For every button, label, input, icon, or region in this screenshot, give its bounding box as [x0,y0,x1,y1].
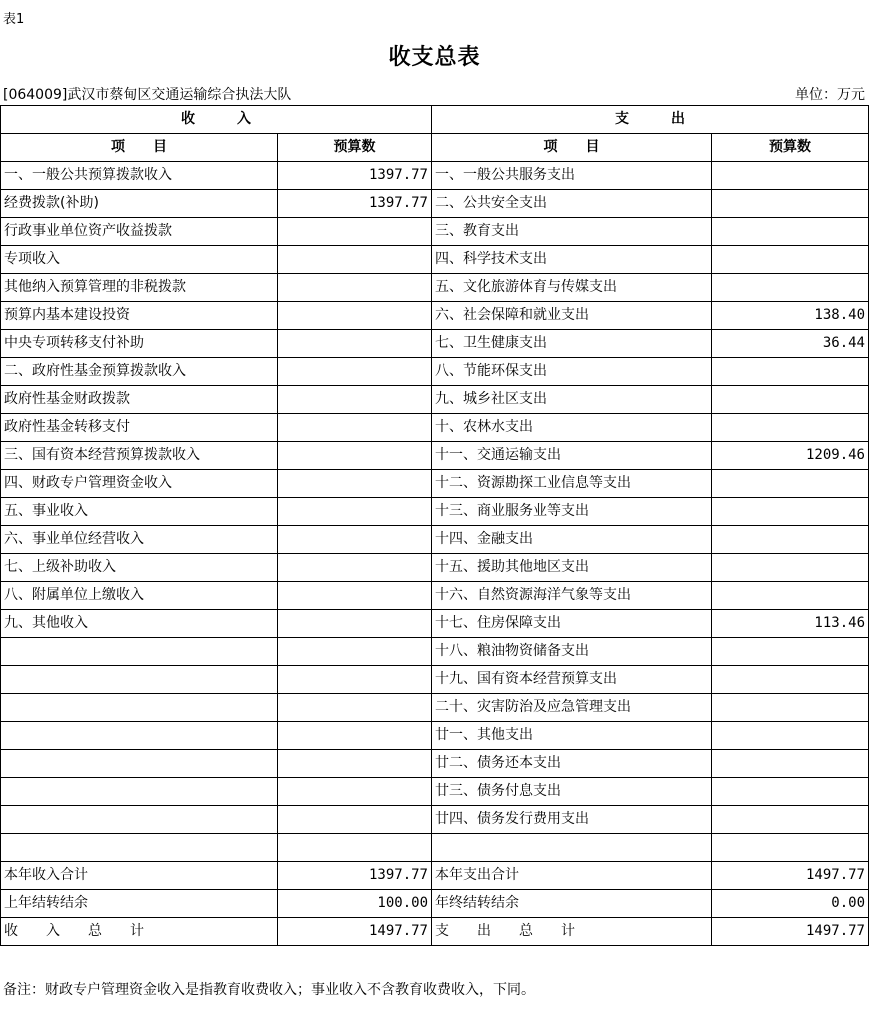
expense-budget-header: 预算数 [712,134,869,162]
income-budget-cell [278,554,432,582]
income-item-cell: 其他纳入预算管理的非税拨款 [1,274,278,302]
expense-item-cell: 十、农林水支出 [432,414,712,442]
expense-budget-cell [712,526,869,554]
expense-item-cell: 六、社会保障和就业支出 [432,302,712,330]
table-row [1,330,869,358]
table-row [1,358,869,386]
expense-budget-cell [712,162,869,190]
expense-budget-cell [712,666,869,694]
expense-item-cell: 四、科学技术支出 [432,246,712,274]
income-item-cell: 六、事业单位经营收入 [1,526,278,554]
expense-budget-cell [712,498,869,526]
table-row [1,274,869,302]
income-item-cell: 行政事业单位资产收益拨款 [1,218,278,246]
income-item-cell: 四、财政专户管理资金收入 [1,470,278,498]
expense-item-cell: 二、公共安全支出 [432,190,712,218]
income-item-header: 项 目 [1,134,278,162]
table-row [1,162,869,190]
expense-item-cell: 十五、援助其他地区支出 [432,554,712,582]
income-budget-cell [278,722,432,750]
expense-budget-cell [712,750,869,778]
income-summary-value: 1497.77 [278,918,432,946]
income-item-cell [1,750,278,778]
income-summary-value: 100.00 [278,890,432,918]
income-item-cell [1,806,278,834]
income-item-cell [1,694,278,722]
income-budget-cell [278,218,432,246]
expense-summary-value: 1497.77 [712,862,869,890]
expense-budget-cell: 113.46 [712,610,869,638]
income-budget-cell [278,470,432,498]
organization-name: [064009]武汉市蔡甸区交通运输综合执法大队 [3,87,292,103]
expense-summary-label: 年终结转结余 [432,890,712,918]
income-item-cell [1,666,278,694]
income-summary-label: 本年收入合计 [1,862,278,890]
income-item-cell: 政府性基金财政拨款 [1,386,278,414]
footnote: 备注：财政专户管理资金收入是指教育收费收入；事业收入不含教育收费收入，下同。 [3,982,535,998]
expense-budget-cell: 36.44 [712,330,869,358]
income-budget-cell [278,610,432,638]
income-item-cell: 经费拨款(补助) [1,190,278,218]
income-budget-cell [278,498,432,526]
expense-budget-cell [712,386,869,414]
table-row [1,498,869,526]
expense-budget-cell [712,358,869,386]
table-row [1,666,869,694]
table-row [1,610,869,638]
expense-budget-cell: 138.40 [712,302,869,330]
expense-budget-cell [712,554,869,582]
expense-budget-cell [712,694,869,722]
table-row [1,694,869,722]
expense-item-cell: 廿二、债务还本支出 [432,750,712,778]
expense-budget-cell [712,638,869,666]
table-row [1,778,869,806]
expense-item-cell: 十八、粮油物资储备支出 [432,638,712,666]
summary-row [1,918,869,946]
expense-budget-cell [712,722,869,750]
expense-summary-label: 支 出 总 计 [432,918,712,946]
table-row [1,442,869,470]
income-budget-cell [278,330,432,358]
expense-budget-cell [712,190,869,218]
expense-budget-cell [712,274,869,302]
income-item-cell: 一、一般公共预算拨款收入 [1,162,278,190]
income-budget-cell: 1397.77 [278,162,432,190]
income-section-header: 收 入 [1,106,432,134]
income-item-cell [1,834,278,862]
expense-item-cell: 十九、国有资本经营预算支出 [432,666,712,694]
expense-item-cell: 廿一、其他支出 [432,722,712,750]
expense-item-cell: 廿四、债务发行费用支出 [432,806,712,834]
page-title: 收支总表 [388,45,481,70]
income-item-cell: 二、政府性基金预算拨款收入 [1,358,278,386]
expense-item-cell: 五、文化旅游体育与传媒支出 [432,274,712,302]
income-summary-label: 收 入 总 计 [1,918,278,946]
income-budget-cell [278,582,432,610]
expense-item-cell: 二十、灾害防治及应急管理支出 [432,694,712,722]
income-summary-label: 上年结转结余 [1,890,278,918]
expense-item-cell: 九、城乡社区支出 [432,386,712,414]
expense-item-cell: 十二、资源勘探工业信息等支出 [432,470,712,498]
income-budget-cell [278,750,432,778]
table-row [1,582,869,610]
table-row [1,722,869,750]
table-row [1,470,869,498]
table-row [1,834,869,862]
expense-summary-value: 1497.77 [712,918,869,946]
expense-item-cell: 三、教育支出 [432,218,712,246]
income-item-cell: 九、其他收入 [1,610,278,638]
column-header-row [1,134,869,162]
table-row [1,414,869,442]
income-item-cell: 三、国有资本经营预算拨款收入 [1,442,278,470]
table-row [1,750,869,778]
income-item-cell [1,778,278,806]
income-budget-cell [278,246,432,274]
expense-item-cell: 十六、自然资源海洋气象等支出 [432,582,712,610]
expense-item-cell: 十四、金融支出 [432,526,712,554]
expense-budget-cell [712,470,869,498]
expense-item-cell: 十七、住房保障支出 [432,610,712,638]
income-budget-cell [278,778,432,806]
section-header-row [1,106,869,134]
expense-item-cell: 一、一般公共服务支出 [432,162,712,190]
expense-item-cell: 十一、交通运输支出 [432,442,712,470]
expense-budget-cell [712,582,869,610]
income-item-cell: 中央专项转移支付补助 [1,330,278,358]
expense-budget-cell [712,246,869,274]
expense-item-cell: 八、节能环保支出 [432,358,712,386]
expense-item-cell: 廿三、债务付息支出 [432,778,712,806]
income-budget-cell [278,694,432,722]
table-row [1,386,869,414]
income-budget-cell [278,834,432,862]
income-item-cell: 八、附属单位上缴收入 [1,582,278,610]
table-row [1,806,869,834]
table-row [1,526,869,554]
table-row [1,302,869,330]
table-row [1,554,869,582]
table-row [1,246,869,274]
income-budget-cell [278,386,432,414]
summary-row [1,890,869,918]
expense-item-cell [432,834,712,862]
income-item-cell: 预算内基本建设投资 [1,302,278,330]
expense-summary-value: 0.00 [712,890,869,918]
expense-section-header: 支 出 [432,106,869,134]
table-row [1,190,869,218]
income-budget-header: 预算数 [278,134,432,162]
income-budget-cell [278,526,432,554]
expense-budget-cell [712,218,869,246]
income-budget-cell: 1397.77 [278,190,432,218]
income-item-cell: 专项收入 [1,246,278,274]
expense-budget-cell [712,778,869,806]
expense-budget-cell: 1209.46 [712,442,869,470]
expense-budget-cell [712,414,869,442]
income-summary-value: 1397.77 [278,862,432,890]
income-item-cell: 五、事业收入 [1,498,278,526]
summary-row [1,862,869,890]
income-budget-cell [278,806,432,834]
income-item-cell [1,722,278,750]
expense-item-header: 项 目 [432,134,712,162]
expense-budget-cell [712,834,869,862]
table-row [1,638,869,666]
expense-item-cell: 十三、商业服务业等支出 [432,498,712,526]
income-budget-cell [278,274,432,302]
unit-label: 单位：万元 [795,87,865,103]
table-row [1,218,869,246]
income-budget-cell [278,358,432,386]
expense-budget-cell [712,806,869,834]
expense-item-cell: 七、卫生健康支出 [432,330,712,358]
income-budget-cell [278,666,432,694]
budget-summary-table [0,105,869,946]
expense-summary-label: 本年支出合计 [432,862,712,890]
income-budget-cell [278,302,432,330]
income-item-cell: 七、上级补助收入 [1,554,278,582]
income-budget-cell [278,414,432,442]
income-item-cell [1,638,278,666]
income-budget-cell [278,442,432,470]
income-budget-cell [278,638,432,666]
table-number-label: 表1 [3,12,25,27]
income-item-cell: 政府性基金转移支付 [1,414,278,442]
